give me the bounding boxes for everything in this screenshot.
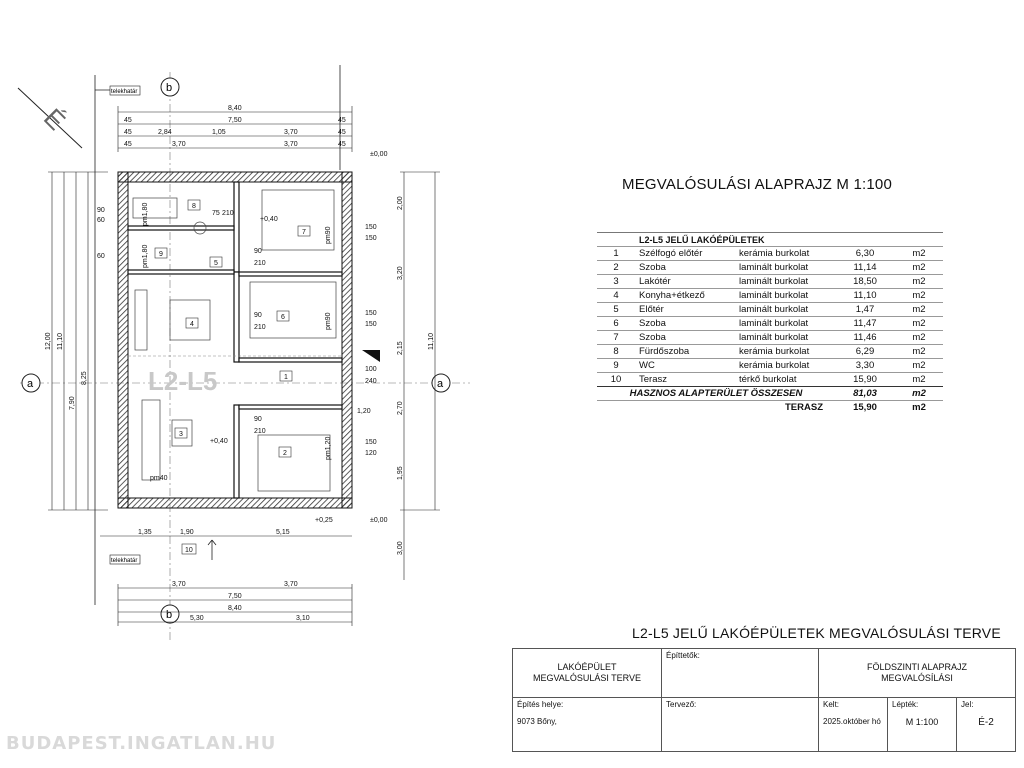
tb-project: LAKÓÉPÜLET MEGVALÓSULÁSI TERVE — [512, 648, 662, 698]
svg-text:b: b — [166, 609, 173, 621]
svg-text:a: a — [437, 378, 444, 390]
svg-text:45: 45 — [338, 129, 346, 136]
table-row: 4 Konyha+étkező laminált burkolat 11,10 m2 — [597, 289, 943, 303]
svg-text:100: 100 — [365, 366, 377, 373]
tb-designer: Tervező: — [661, 697, 819, 752]
table-row: 8 Fürdőszoba kerámia burkolat 6,29 m2 — [597, 345, 943, 359]
table-row: 6 Szoba laminált burkolat 11,47 m2 — [597, 317, 943, 331]
room-2-label: 2 — [283, 450, 287, 457]
svg-text:pm1,20: pm1,20 — [325, 436, 332, 460]
svg-text:+0,25: +0,25 — [315, 517, 333, 524]
svg-text:pm40: pm40 — [150, 475, 168, 482]
svg-text:1,90: 1,90 — [180, 529, 194, 536]
svg-text:150: 150 — [365, 235, 377, 242]
svg-text:12,00: 12,00 — [45, 332, 52, 350]
svg-text:telekhatár: telekhatár — [111, 558, 138, 564]
svg-text:1,35: 1,35 — [138, 529, 152, 536]
table-row: 2 Szoba laminált burkolat 11,14 m2 — [597, 261, 943, 275]
tb-date: Kelt: 2025.október hó — [818, 697, 888, 752]
svg-text:45: 45 — [338, 117, 346, 124]
svg-text:45: 45 — [338, 141, 346, 148]
svg-text:+0,40: +0,40 — [260, 216, 278, 223]
svg-text:3,70: 3,70 — [172, 141, 186, 148]
plan-title: MEGVALÓSULÁSI ALAPRAJZ M 1:100 — [622, 176, 892, 193]
svg-text:a: a — [27, 378, 34, 390]
building-label: L2-L5 — [148, 366, 218, 396]
svg-text:telekhatár: telekhatár — [111, 89, 138, 95]
table-row: 9 WC kerámia burkolat 3,30 m2 — [597, 359, 943, 373]
svg-text:75: 75 — [212, 210, 220, 217]
room-4-label: 4 — [190, 321, 194, 328]
axis-b-label: b — [166, 82, 173, 94]
svg-text:150: 150 — [365, 321, 377, 328]
tb-mark: Jel: É-2 — [956, 697, 1016, 752]
room-10-label: 10 — [185, 547, 193, 554]
svg-text:7,50: 7,50 — [228, 593, 242, 600]
room-7-label: 7 — [302, 229, 306, 236]
svg-text:210: 210 — [254, 324, 266, 331]
sheet-big-title: L2-L5 JELŰ LAKÓÉPÜLETEK MEGVALÓSULÁSI TERVE — [632, 625, 1001, 641]
floor-plan-drawing — [0, 0, 600, 640]
svg-text:3,10: 3,10 — [296, 615, 310, 622]
svg-text:90: 90 — [97, 207, 105, 214]
table-row: 10 Terasz térkő burkolat 15,90 m2 — [597, 373, 943, 387]
tb-builders: Építtetők: — [661, 648, 819, 698]
svg-text:60: 60 — [97, 217, 105, 224]
svg-text:120: 120 — [365, 450, 377, 457]
svg-text:3,20: 3,20 — [397, 266, 404, 280]
svg-text:5,30: 5,30 — [190, 615, 204, 622]
svg-text:7,50: 7,50 — [228, 117, 242, 124]
north-arrow-icon — [18, 88, 82, 148]
svg-text:3,00: 3,00 — [397, 541, 404, 555]
svg-text:11,10: 11,10 — [57, 333, 64, 350]
svg-text:45: 45 — [124, 117, 132, 124]
table-sum-row: HASZNOS ALAPTERÜLET ÖSSZESEN 81,03 m2 — [597, 387, 943, 401]
tb-sheet-title: FÖLDSZINTI ALAPRAJZ MEGVALÓSÍLÁSI — [818, 648, 1016, 698]
table-row: 7 Szoba laminált burkolat 11,46 m2 — [597, 331, 943, 345]
svg-text:±0,00: ±0,00 — [370, 517, 388, 524]
svg-text:2,15: 2,15 — [397, 341, 404, 355]
table-terrace-row: TERASZ 15,90 m2 — [597, 401, 943, 415]
table-row: 5 Előtér laminált burkolat 1,47 m2 — [597, 303, 943, 317]
svg-text:90: 90 — [254, 416, 262, 423]
svg-text:45: 45 — [124, 141, 132, 148]
table-header-row — [597, 233, 943, 247]
svg-text:8,25: 8,25 — [81, 371, 88, 385]
svg-text:7,90: 7,90 — [69, 396, 76, 410]
svg-text:±0,00: ±0,00 — [370, 151, 388, 158]
svg-text:2,84: 2,84 — [158, 129, 172, 136]
svg-text:5,15: 5,15 — [276, 529, 290, 536]
svg-text:150: 150 — [365, 439, 377, 446]
svg-text:150: 150 — [365, 224, 377, 231]
svg-text:1,95: 1,95 — [397, 466, 404, 480]
svg-text:150: 150 — [365, 310, 377, 317]
room-8-label: 8 — [192, 203, 196, 210]
svg-text:240: 240 — [365, 378, 377, 385]
table-row: 1 Szélfogó előtér kerámia burkolat 6,30 m2 — [597, 247, 943, 261]
svg-text:210: 210 — [254, 260, 266, 267]
svg-text:pm90: pm90 — [325, 312, 332, 330]
room-9-label: 9 — [159, 251, 163, 258]
tb-location: Építés helye: 9073 Bőny, — [512, 697, 662, 752]
svg-text:90: 90 — [254, 312, 262, 319]
svg-text:90: 90 — [254, 248, 262, 255]
svg-text:210: 210 — [254, 428, 266, 435]
svg-text:210: 210 — [222, 210, 234, 217]
svg-text:1,05: 1,05 — [212, 129, 226, 136]
svg-text:60: 60 — [97, 253, 105, 260]
room-5-label: 5 — [214, 260, 218, 267]
svg-text:pm1,80: pm1,80 — [142, 244, 149, 268]
svg-text:3,70: 3,70 — [284, 141, 298, 148]
svg-text:pm90: pm90 — [325, 226, 332, 244]
svg-text:2,00: 2,00 — [397, 196, 404, 210]
room-1-label: 1 — [284, 374, 288, 381]
table-row: 3 Lakótér laminált burkolat 18,50 m2 — [597, 275, 943, 289]
tb-scale: Lépték: M 1:100 — [887, 697, 957, 752]
table-header: L2-L5 JELŰ LAKÓÉPÜLETEK — [635, 233, 943, 247]
svg-text:1,20: 1,20 — [357, 408, 371, 415]
svg-text:11,10: 11,10 — [428, 333, 435, 350]
svg-text:3,70: 3,70 — [172, 581, 186, 588]
svg-text:pm1,80: pm1,80 — [142, 202, 149, 226]
svg-text:3,70: 3,70 — [284, 129, 298, 136]
svg-text:2,70: 2,70 — [397, 401, 404, 415]
watermark: BUDAPEST.INGATLAN.HU — [6, 733, 277, 754]
room-3-label: 3 — [179, 431, 183, 438]
svg-text:45: 45 — [124, 129, 132, 136]
svg-text:+0,40: +0,40 — [210, 438, 228, 445]
svg-text:8,40: 8,40 — [228, 605, 242, 612]
svg-text:3,70: 3,70 — [284, 581, 298, 588]
svg-text:É: É — [38, 102, 72, 136]
room-schedule-table — [597, 232, 943, 414]
room-6-label: 6 — [281, 314, 285, 321]
svg-text:8,40: 8,40 — [228, 105, 242, 112]
